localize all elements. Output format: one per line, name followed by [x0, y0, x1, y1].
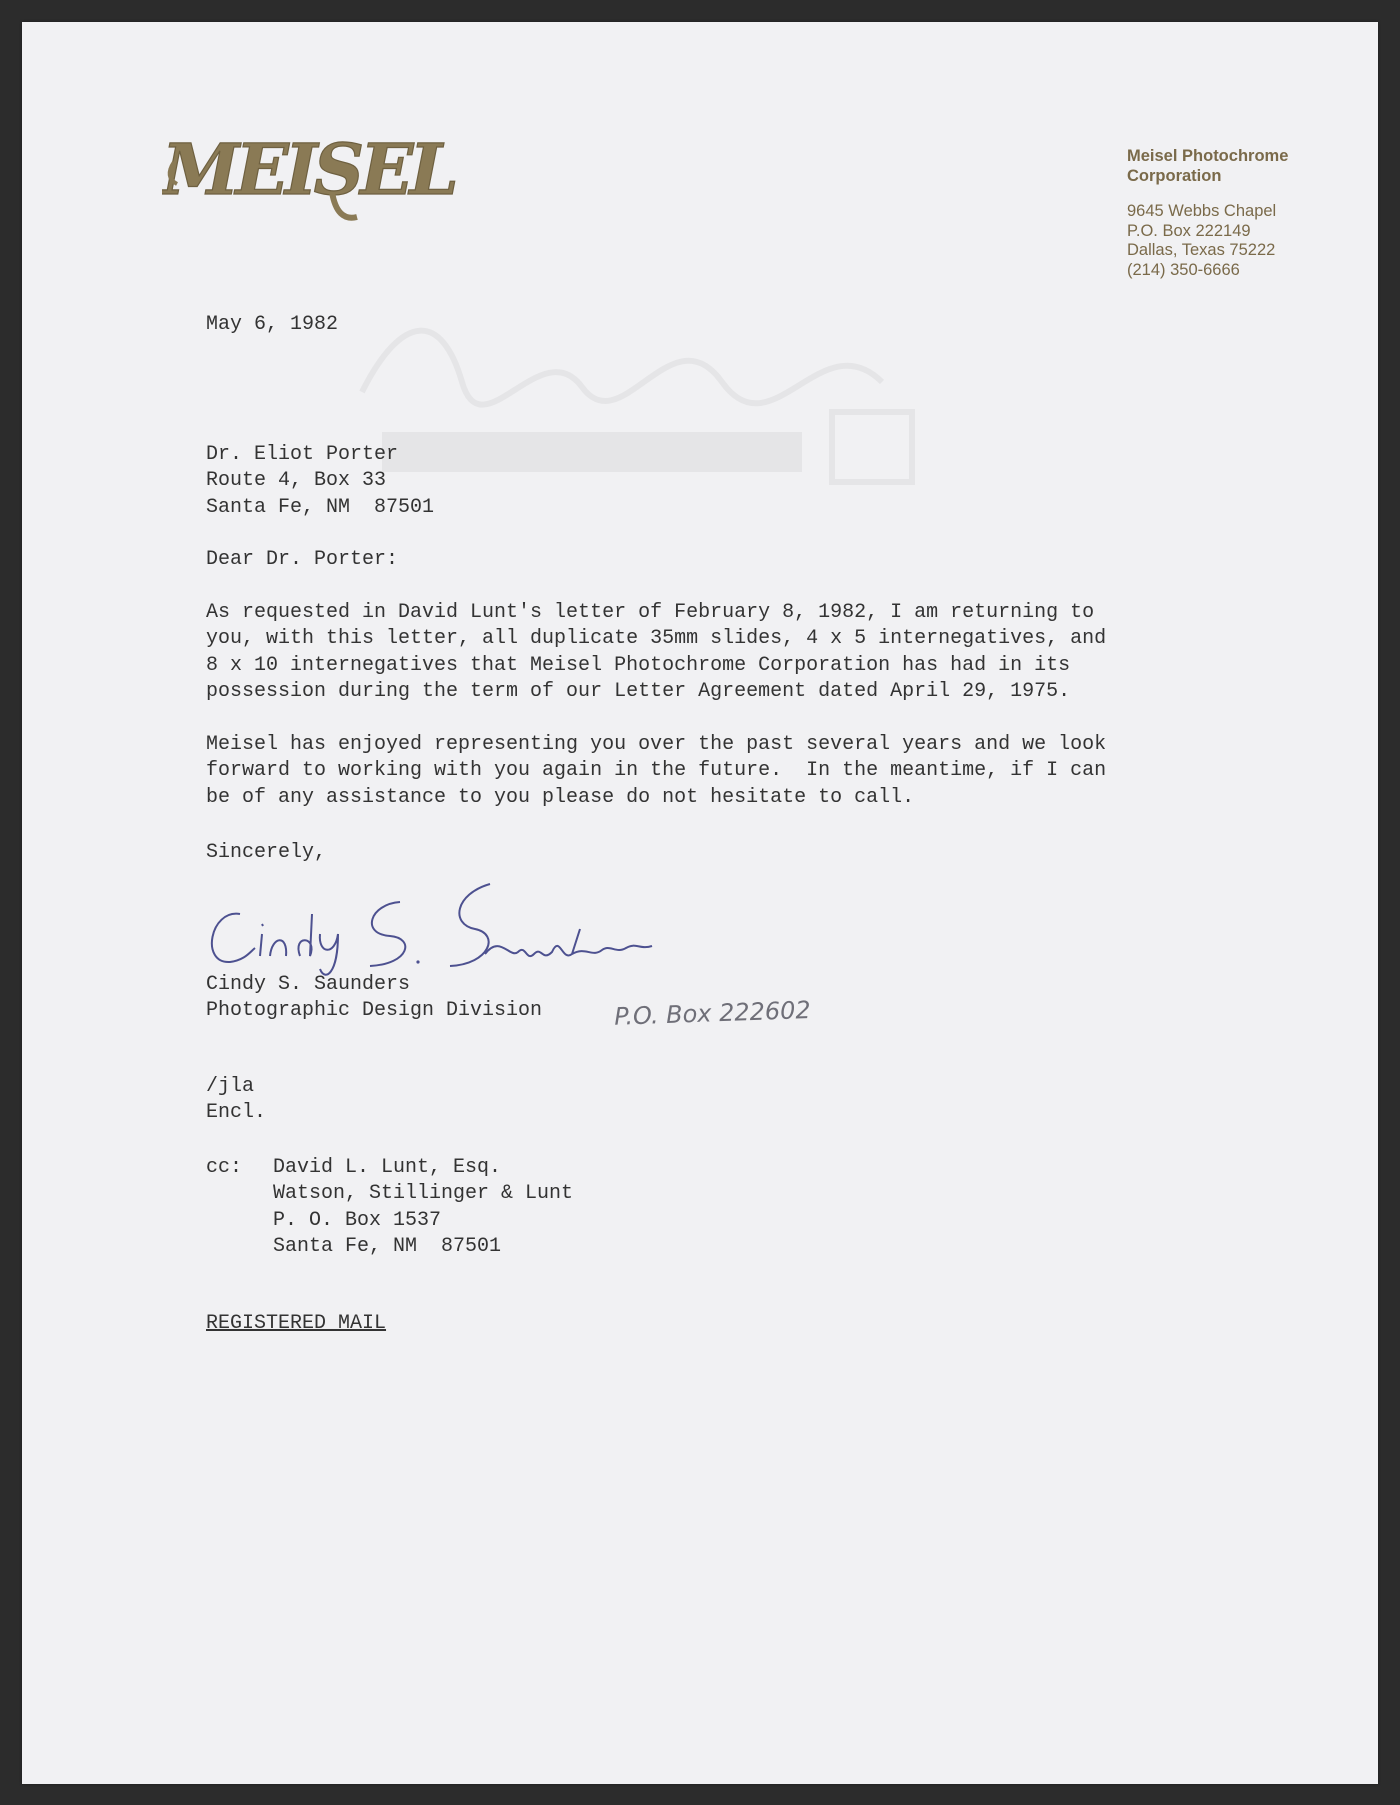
- paragraph-line: 8 x 10 internegatives that Meisel Photochrome Corporation has had in its: [206, 653, 1071, 677]
- salutation: Dear Dr. Porter:: [206, 548, 399, 571]
- svg-text:P.O. Box 222602: P.O. Box 222602: [613, 995, 812, 1031]
- paragraph-line: forward to working with you again in the future. In the meantime, if I can: [206, 759, 1107, 783]
- typist-initials: /jla: [206, 1075, 255, 1098]
- cc-line: P. O. Box 1537: [273, 1208, 442, 1232]
- handwritten-signature: [200, 874, 660, 984]
- closing: Sincerely,: [206, 841, 327, 864]
- paragraph-line: you, with this letter, all duplicate 35mm slides, 4 x 5 internegatives, and: [206, 627, 1107, 651]
- address-line3: Dallas, Texas 75222: [1127, 241, 1276, 259]
- address-line2: P.O. Box 222149: [1127, 221, 1251, 240]
- company-address-block: [1127, 146, 1288, 280]
- company-name-line2: Corporation: [1127, 167, 1222, 185]
- letter-date: May 6, 1982: [206, 313, 339, 336]
- cc-line: David L. Lunt, Esq.: [273, 1156, 502, 1179]
- recipient-line: Santa Fe, NM 87501: [206, 495, 435, 519]
- recipient-block: [206, 442, 434, 521]
- signer-title: Photographic Design Division: [206, 999, 543, 1023]
- svg-text:MEISEL: MEISEL: [162, 128, 455, 211]
- address-line1: 9645 Webbs Chapel: [1127, 202, 1277, 220]
- meisel-logo: [162, 122, 462, 232]
- signer-name: Cindy S. Saunders: [206, 973, 411, 996]
- recipient-line: Route 4, Box 33: [206, 469, 387, 493]
- letter-page: [22, 22, 1378, 1784]
- cc-block: [206, 1155, 242, 1181]
- signer-block: [206, 972, 542, 1025]
- cc-line: Santa Fe, NM 87501: [273, 1235, 502, 1259]
- paragraph-line: As requested in David Lunt's letter of February 8, 1982, I am returning to: [206, 601, 1095, 624]
- paragraph-line: possession during the term of our Letter Agreement dated April 29, 1975.: [206, 680, 1071, 704]
- company-name-line1: Meisel Photochrome: [1127, 147, 1289, 165]
- cc-line: Watson, Stillinger & Lunt: [273, 1182, 574, 1206]
- cc-label: cc:: [206, 1156, 243, 1179]
- registered-mail-notation: REGISTERED MAIL: [206, 1312, 387, 1335]
- paragraph-line: be of any assistance to you please do not hesitate to call.: [206, 785, 915, 809]
- recipient-line: Dr. Eliot Porter: [206, 443, 399, 466]
- body-paragraph-1: [206, 600, 1106, 706]
- enclosure-notation: Encl.: [206, 1101, 267, 1125]
- phone-number: (214) 350-6666: [1127, 260, 1240, 279]
- paragraph-line: Meisel has enjoyed representing you over the past several years and we look: [206, 733, 1107, 756]
- reference-block: [206, 1074, 266, 1127]
- cc-recipients: [273, 1155, 573, 1261]
- paper-watermark: [342, 292, 962, 512]
- handwritten-po-box-note: [612, 984, 892, 1034]
- body-paragraph-2: [206, 732, 1106, 811]
